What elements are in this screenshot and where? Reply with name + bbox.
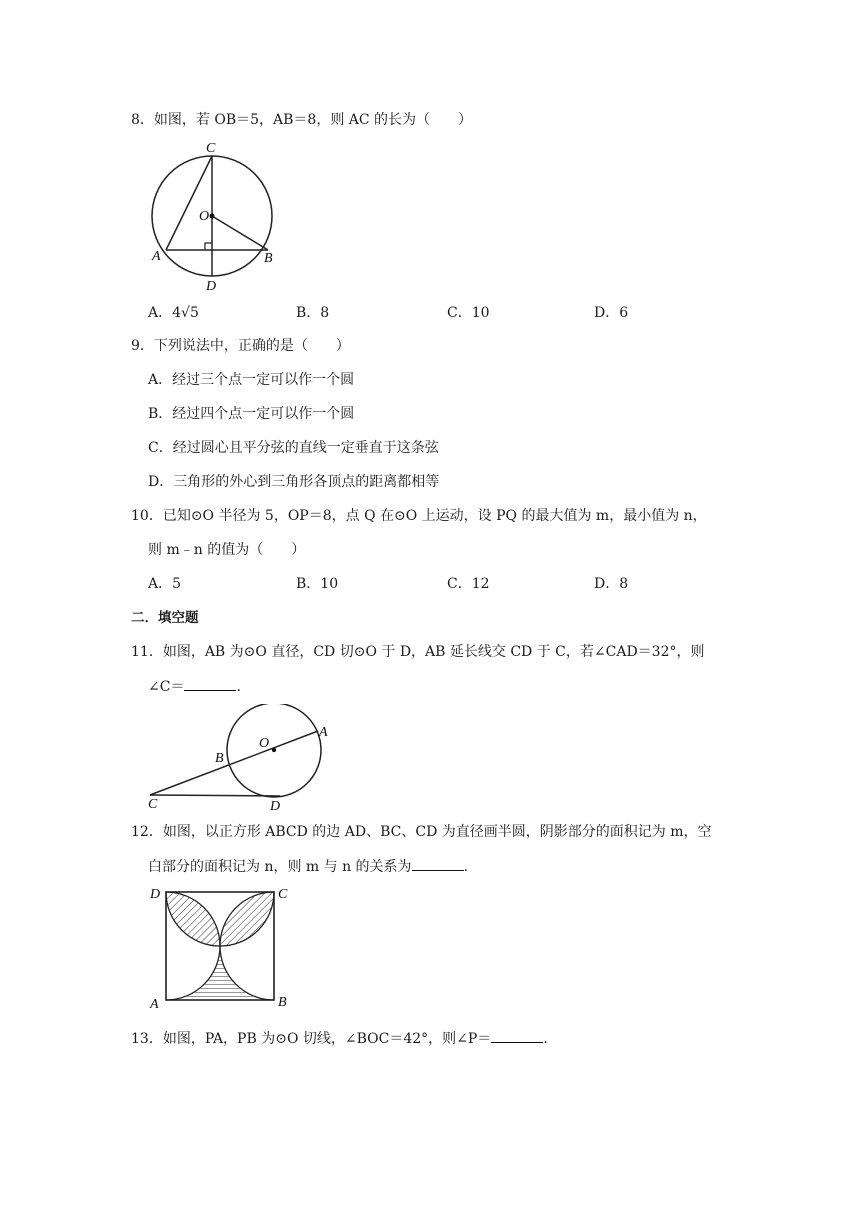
q8-center-dot: [210, 214, 215, 219]
q12-label-c: C: [278, 887, 288, 902]
q8-circle-figure: [148, 138, 280, 296]
q13-prefix: 13．如图，PA，PB 为⊙O 切线，∠BOC＝42°，则∠P＝: [131, 1031, 492, 1047]
q11-center-dot: [272, 748, 276, 752]
q12-label-b: B: [278, 995, 287, 1010]
q10-line1: 10．已知⊙O 半径为 5，OP＝8，点 Q 在⊙O 上运动，设 PQ 的最大值为 m，最小值为 n，: [131, 508, 707, 524]
q12-label-a: A: [150, 997, 159, 1012]
q13-stem: [131, 1028, 548, 1049]
q8-label-c: C: [206, 141, 216, 156]
q12-line1: 12．如图，以正方形 ABCD 的边 AD、BC、CD 为直径画半圆，阴影部分的面积记为 m，空: [131, 824, 712, 840]
q11-label-b: B: [215, 751, 224, 766]
q13-answer-blank: [491, 1028, 543, 1043]
q11-answer-blank: [184, 676, 236, 691]
q12-answer-blank: [412, 856, 464, 871]
q10-option-b: B．10: [296, 576, 339, 592]
q8-label-b: B: [264, 251, 273, 266]
q12-label-d: D: [150, 887, 161, 902]
q11-label-a: A: [319, 725, 328, 740]
q12-line2-suffix: .: [463, 859, 469, 875]
q11-label-d: D: [270, 799, 281, 812]
q12-line2: [148, 856, 468, 877]
q8-option-a: A．4√5: [148, 305, 199, 321]
q12-square-figure: [146, 884, 296, 1012]
q11-label-c: C: [148, 797, 158, 812]
q11-line2: [148, 676, 241, 697]
q8-label-d: D: [206, 279, 217, 294]
q9-stem: 9．下列说法中，正确的是（ ）: [131, 338, 350, 354]
q8-right-angle-mark: [205, 243, 212, 250]
q8-label-o: O: [199, 209, 210, 224]
q10-option-d: D．8: [594, 576, 629, 592]
section-heading-fill-in: 二．填空题: [131, 610, 199, 626]
q11-line2-suffix: .: [236, 679, 241, 695]
q10-option-a: A．5: [148, 576, 182, 592]
q9-option-d: D．三角形的外心到三角形各顶点的距离都相等: [148, 474, 440, 490]
q11-line2-prefix: ∠C＝: [148, 679, 185, 695]
q9-option-c: C．经过圆心且平分弦的直线一定垂直于这条弦: [148, 440, 439, 456]
q9-option-a: A．经过三个点一定可以作一个圆: [148, 372, 355, 388]
q12-line2-prefix: 白部分的面积记为 n，则 m 与 n 的关系为: [148, 859, 412, 875]
q8-stem: 8．如图，若 OB＝5，AB＝8，则 AC 的长为（ ）: [131, 112, 473, 128]
q11-line-ca: [150, 731, 318, 795]
q8-option-c: C．10: [447, 305, 490, 321]
q9-option-b: B．经过四个点一定可以作一个圆: [148, 406, 355, 422]
q8-segment-ob: [212, 216, 268, 250]
q11-tangent-cd: [150, 795, 280, 796]
q8-label-a: A: [152, 249, 161, 264]
q13-suffix: .: [543, 1031, 548, 1047]
q10-line2: 则 m﹣n 的值为（ ）: [148, 542, 306, 558]
q8-option-d: D．6: [594, 305, 629, 321]
q8-option-b: B．8: [296, 305, 330, 321]
q10-option-c: C．12: [447, 576, 490, 592]
q11-line1: 11．如图，AB 为⊙O 直径，CD 切⊙O 于 D，AB 延长线交 CD 于 C，若∠CAD＝32°，则: [131, 644, 705, 660]
q11-tangent-figure: [146, 704, 336, 812]
q11-label-o: O: [259, 736, 270, 751]
